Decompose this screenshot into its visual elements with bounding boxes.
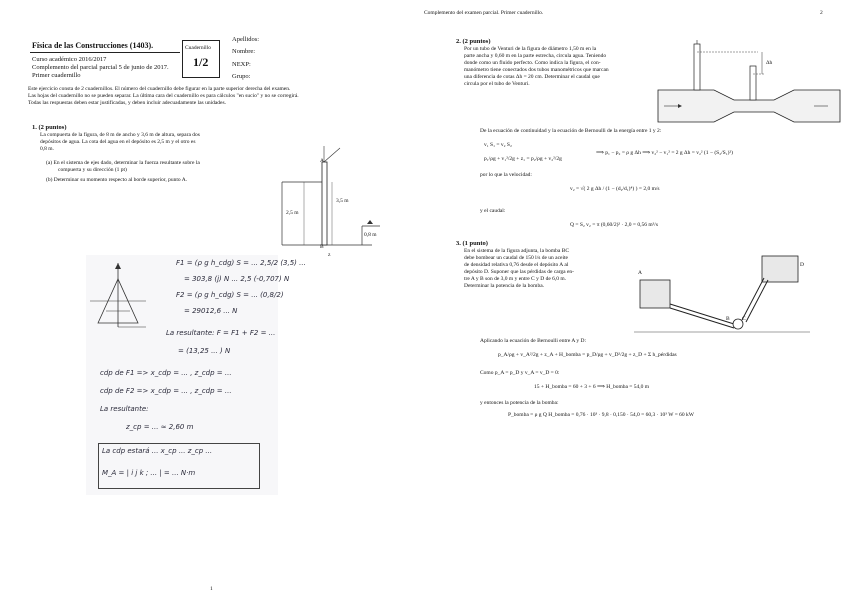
eq-flow: Q = S₂ v₂ = π (0,60/2)² · 2,0 = 0,56 m³/s xyxy=(570,222,658,228)
label-delta-h: Δh xyxy=(766,60,773,66)
hw-line-11: La cdp estará ... x_cp ... z_cp ... xyxy=(102,447,213,455)
instruction-2: Las hojas del cuadernillo no se pueden separar. La última cara del cuadernillo es para cálculos "en sucio" y no se corregirá. xyxy=(28,93,299,99)
problem2-line-6: circula por el tubo de Venturi. xyxy=(464,81,530,87)
title-rule xyxy=(30,52,180,53)
problem2-then: por lo que la velocidad: xyxy=(480,172,532,178)
hw-line-4: = 29012,6 ... N xyxy=(184,307,238,315)
label-tank-A: A xyxy=(638,270,642,276)
label-h-gate: 3,5 m xyxy=(336,198,349,204)
hw-answer-box xyxy=(98,443,260,489)
instruction-3: Todas las respuestas deben estar justificadas, y deben incluir adecuadamente las unidades. xyxy=(28,100,227,106)
problem1-part-a2: compuerta y su dirección (1 pt) xyxy=(58,167,127,173)
problem3-line-1: En el sistema de la figura adjunta, la bomba BC xyxy=(464,248,570,254)
hand-sketch xyxy=(88,261,148,339)
problem1-line-2: depósitos de agua. La cota del agua en el depósito es 2,5 m y el otro es xyxy=(40,139,196,145)
right-page-number: 2 xyxy=(820,10,823,16)
problem2-line-1: Por un tubo de Venturi de la figura de diámetro 1,50 m en la xyxy=(464,46,597,52)
problem1-part-b: (b) Determinar su momento respecto al borde superior, punto A. xyxy=(46,177,188,183)
hw-line-3: F2 = (ρ g h_cdg) S = ... (0,8/2) xyxy=(176,291,284,299)
label-h-right: 0,8 m xyxy=(364,232,377,238)
problem3-line-4: depósito D. Suponer que las pérdidas de carga en- xyxy=(464,269,575,275)
booklet-box-label: Cuadernillo xyxy=(185,45,211,51)
instruction-1: Este ejercicio consta de 2 cuadernillos. El número del cuadernillo debe figurar en la parte superior derecha del examen. xyxy=(28,86,291,92)
label-B: B xyxy=(320,244,324,250)
left-page-number: 1 xyxy=(210,586,213,592)
label-h-left: 2,5 m xyxy=(286,210,299,216)
booklet-name: Primer cuadernillo xyxy=(32,72,81,79)
field-nexp: NEXP: xyxy=(232,61,251,68)
course-year: Curso académico 2016/2017 xyxy=(32,56,107,63)
eq-continuity: v₁ S₁ = v₂ S₂ xyxy=(484,142,512,148)
problem2-line-2: parte ancha y 0,60 m en la parte estrecha, circula agua. Teniendo xyxy=(464,53,607,59)
eq-velocity: v₂ = √( 2 g Δh / (1 − (d₂/d₁)⁴) ) = 2,0 m/s xyxy=(570,186,660,192)
problem2-heading: 2. (2 puntos) xyxy=(456,38,491,45)
problem3-eq2: 15 + H_bomba = 60 + 3 + 6 ⟹ H_bomba = 54,0 m xyxy=(534,384,650,390)
exam-title: Física de las Construcciones (1403). xyxy=(32,41,154,50)
hw-line-6: = (13,25 ... ) N xyxy=(178,347,231,355)
problem3-line-6: Determinar la potencia de la bomba. xyxy=(464,283,545,289)
label-B: B xyxy=(726,316,730,322)
problem2-line-3: donde como un fluido perfecto. Como indica la figura, el con- xyxy=(464,60,601,66)
hw-line-9: La resultante: xyxy=(100,405,149,413)
running-header: Complemento del examen parcial. Primer cuadernillo. xyxy=(424,10,544,16)
problem3-line-3: de densidad relativa 0,76 desde el depósito A al xyxy=(464,262,569,268)
field-grupo: Grupo: xyxy=(232,73,251,80)
hw-line-7: cdp de F1 => x_cdp = ... , z_cdp = ... xyxy=(100,369,232,377)
exam-date: Complemento del parcial parcial 5 de junio de 2017. xyxy=(32,64,169,71)
problem3-l1: Aplicando la ecuación de Bernoulli entre A y D: xyxy=(480,338,586,344)
handwritten-solution xyxy=(86,255,306,495)
field-nombre: Nombre: xyxy=(232,48,256,55)
hw-line-8: cdp de F2 => x_cdp = ... , z_cdp = ... xyxy=(100,387,232,395)
booklet-box xyxy=(182,40,220,78)
hw-line-12: M_A = | i j k ; ... | = ... N·m xyxy=(102,469,196,477)
problem3-l2: Como p_A = p_D y v_A = v_D = 0: xyxy=(480,370,560,376)
booklet-box-value: 1/2 xyxy=(193,55,209,69)
problem1-part-a: (a) En el sistema de ejes dado, determinar la fuerza resultante sobre la xyxy=(46,160,200,166)
pump-figure xyxy=(634,250,810,334)
problem2-flow-label: y el caudal: xyxy=(480,208,506,214)
right-page xyxy=(424,0,848,599)
hw-line-5: La resultante: F = F1 + F2 = ... xyxy=(166,329,276,337)
problem3-eq1: p_A/ρg + v_A²/2g + z_A + H_bomba = p_D/ρg + v_D²/2g + z_D + Σ h_pérdidas xyxy=(498,352,677,358)
problem1-heading: 1. (2 puntos) xyxy=(32,124,67,131)
problem3-eq3: P_bomba = ρ g Q H_bomba = 0,76 · 10³ · 9,8 · 0,150 · 54,0 = 60,3 · 10³ W = 60 kW xyxy=(508,412,694,418)
problem2-intro: De la ecuación de continuidad y la ecuación de Bernoulli de la energía entre 1 y 2: xyxy=(480,128,662,134)
problem1-line-3: 0,8 m. xyxy=(40,146,54,152)
problem3-l3: y entonces la potencia de la bomba: xyxy=(480,400,559,406)
label-z-axis: z xyxy=(328,252,331,258)
problem2-line-5: una diferencia de cotas Δh = 20 cm. Determinar el caudal que xyxy=(464,74,600,80)
hw-line-1: F1 = (ρ g h_cdg) S = ... 2,5/2 (3,5) ... xyxy=(176,259,306,267)
hw-line-2: = 303,8 (j) N ... 2,5 (-0,707) N xyxy=(184,275,290,283)
problem3-line-2: debe bombear un caudal de 150 l/s de un aceite xyxy=(464,255,569,261)
problem2-line-4: manómetro tiene conectados dos tubos manométricos que marcan xyxy=(464,67,609,73)
problem3-line-5: tre A y B son de 3,0 m y entre C y D de 6,0 m. xyxy=(464,276,567,282)
eq-bernoulli: p₁/ρg + v₁²/2g + z₁ = p₂/ρg + v₂²/2g xyxy=(484,156,562,162)
problem3-heading: 3. (1 punto) xyxy=(456,240,488,247)
eq-derivation: ⟹ p₁ − p₂ = ρ g Δh ⟹ v₂² − v₁² = 2 g Δh = v₂² (1 − (S₂/S₁)²) xyxy=(596,150,733,156)
venturi-figure xyxy=(654,38,844,124)
problem1-line-1: La compuerta de la figura, de 8 m de ancho y 3,6 m de altura, separa dos xyxy=(40,132,200,138)
label-C: C xyxy=(742,316,746,322)
label-A: A xyxy=(320,158,324,164)
field-apellidos: Apellidos: xyxy=(232,36,260,43)
hw-line-10: z_cp = ... ≈ 2,60 m xyxy=(126,423,194,431)
label-tank-D: D xyxy=(800,262,804,268)
